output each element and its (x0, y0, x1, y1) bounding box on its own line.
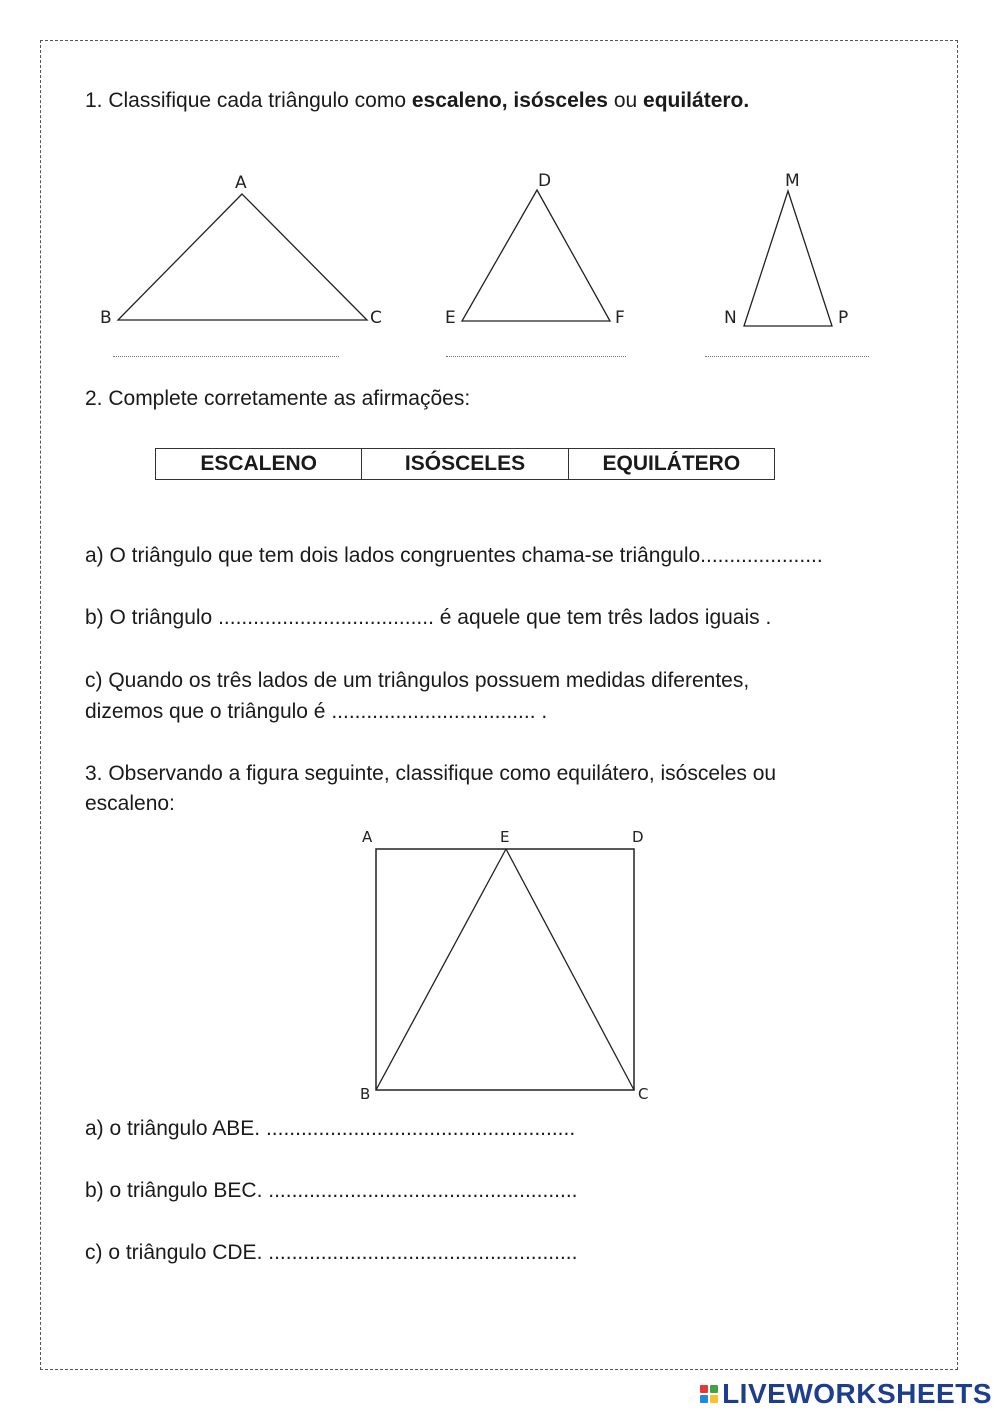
segment-ec (506, 849, 634, 1090)
segment-be (376, 849, 506, 1090)
q3-item-b: b) o triângulo BEC. ..................................................... (85, 1179, 578, 1202)
logo-cell (710, 1385, 718, 1393)
triangle-mnp (744, 191, 832, 326)
q1-prefix: 1. Classifique cada triângulo como (85, 89, 412, 112)
logo-cell (700, 1385, 708, 1393)
vertex-label-e: E (445, 308, 456, 328)
vertex-label-c: C (370, 308, 382, 328)
liveworksheets-logo-icon (700, 1385, 718, 1403)
figure-label-e: E (500, 828, 510, 846)
q1-triangles-figure (0, 150, 1000, 370)
figure-label-b: B (360, 1085, 371, 1103)
q3-item-c: c) o triângulo CDE. ..................................................... (85, 1241, 578, 1264)
vertex-label-n: N (724, 308, 737, 328)
square-abcd (376, 849, 634, 1090)
answer-line-def[interactable] (446, 356, 626, 357)
brand-name: LIVEWORKSHEETS (722, 1378, 992, 1409)
liveworksheets-footer[interactable] (700, 1378, 992, 1410)
q1-mid: ou (607, 89, 644, 112)
q3-item-a: a) o triângulo ABE. ..................................................... (85, 1117, 576, 1140)
word-bank-isosceles: ISÓSCELES (362, 449, 568, 480)
q1-bold-1: escaleno, isósceles (411, 89, 608, 112)
q2-item-a: a) O triângulo que tem dois lados congruentes chama-se triângulo..................... (85, 544, 823, 567)
word-bank-table (155, 448, 775, 480)
vertex-label-p: P (838, 308, 849, 328)
figure-label-c: C (638, 1085, 649, 1103)
answer-line-abc[interactable] (113, 356, 339, 357)
word-bank-escaleno: ESCALENO (156, 449, 362, 480)
q2-item-c-line1: c) Quando os três lados de um triângulos possuem medidas diferentes, (85, 669, 750, 692)
question-3-title-line1: 3. Observando a figura seguinte, classifique como equilátero, isósceles ou (85, 762, 777, 785)
vertex-label-m: M (785, 171, 800, 191)
q3-square-figure (340, 820, 670, 1110)
q2-item-c-line2: dizemos que o triângulo é ................................... . (85, 700, 548, 723)
logo-cell (710, 1395, 718, 1403)
vertex-label-d: D (538, 171, 552, 191)
triangle-abc (118, 194, 367, 320)
vertex-label-b: B (100, 308, 112, 328)
q1-bold-2: equilátero. (643, 89, 750, 112)
vertex-label-f: F (615, 308, 625, 328)
figure-label-d: D (632, 828, 644, 846)
word-bank-equilatero: EQUILÁTERO (568, 449, 774, 480)
answer-line-mnp[interactable] (705, 356, 869, 357)
triangle-def (462, 190, 610, 321)
question-2-title: 2. Complete corretamente as afirmações: (85, 387, 471, 410)
figure-label-a: A (362, 828, 373, 846)
question-3-title-line2: escaleno: (85, 792, 175, 815)
q2-item-b: b) O triângulo ..................................... é aquele que tem três lados iguais . (85, 606, 772, 629)
logo-cell (700, 1395, 708, 1403)
vertex-label-a: A (235, 173, 247, 193)
question-1-title (85, 86, 749, 116)
